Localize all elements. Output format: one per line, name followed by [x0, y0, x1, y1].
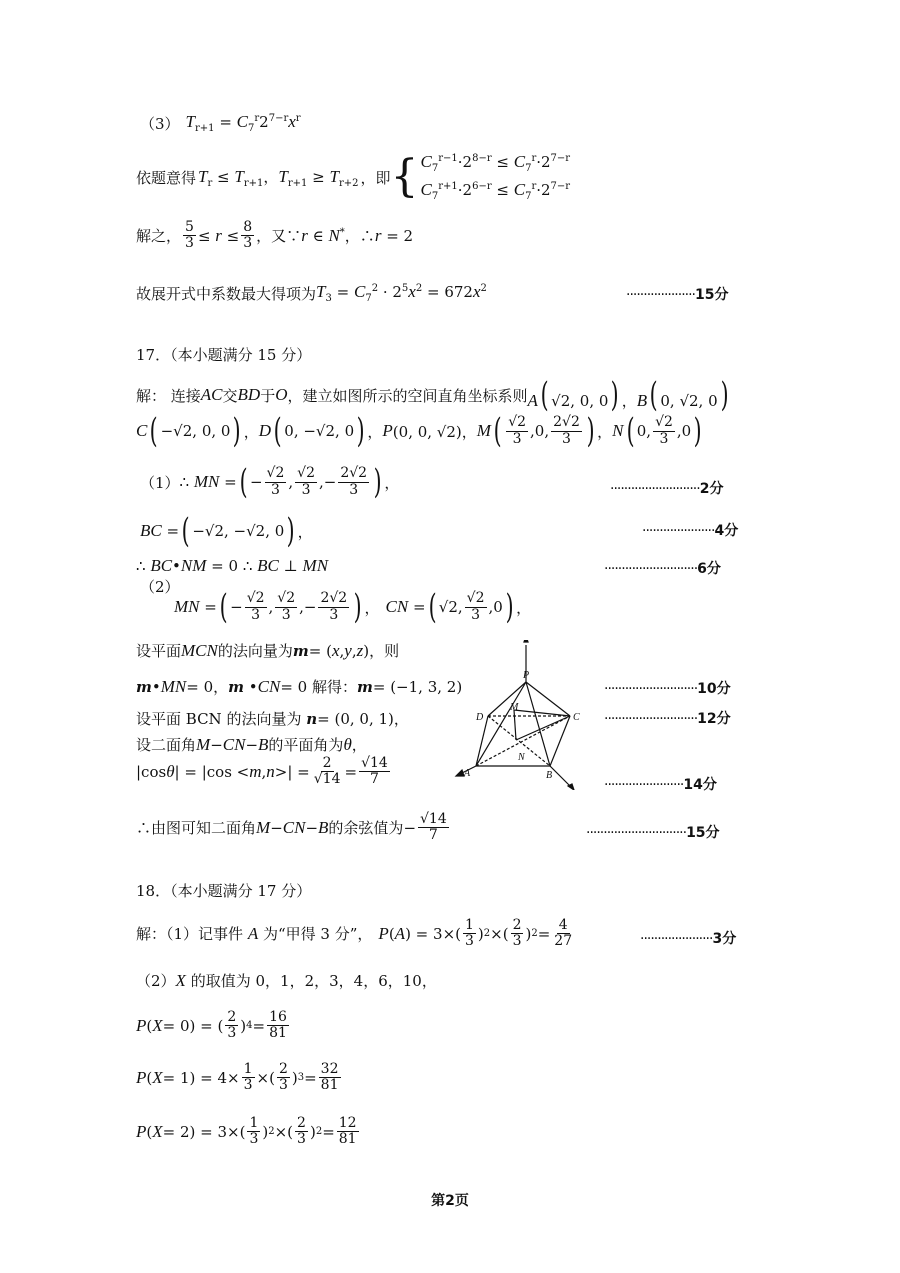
q17-intro-line: 解： 连接 AC 交 BD 于 O ，建立如图所示的空间直角坐标系则 A( √2, 0, 0) ，B( 0, √2, 0) — [136, 375, 729, 415]
score-6: ···························6分 — [604, 561, 721, 577]
part3-label: （3） — [140, 114, 180, 133]
q18-p1-line: 解：（1）记事件 A 为“甲得 3 分”， P(A) = 3×( $\frac{1}{3}$ ) 2 ×( $\frac{2}{3}$ ) 2 = $\frac{4}{27}$ — [136, 917, 573, 950]
score-4: ·····················4分 — [642, 523, 739, 539]
q17-p2-vectors: MN = ( − $\frac{√2}{3}$ , $\frac{√2}{3}$ ,− $\frac{2√2}{3}$ ) ， CN = ( √2, $\frac{√2}{3}$ ,0 ) ， — [174, 587, 532, 627]
part3-formula-line — [140, 112, 301, 134]
q17-heading: 17．（本小题满分 15 分） — [136, 346, 312, 364]
score-2: ··························2分 — [610, 481, 724, 497]
q18-px2: P ( X = 2) = 3×( $\frac{1}{3}$ ) 2 ×( $\frac{2}{3}$ ) 2 = $\frac{12}{81}$ — [136, 1115, 357, 1148]
q17-p1-line: （1） ∴ MN = ( − $\frac{√2}{3}$ , $\frac{√2}{3}$ ,− $\frac{2√2}{3}$ ) ， — [140, 462, 400, 502]
q17-solve-line: m • MN = 0， m • CN = 0 解得： m = (−1, 3, 2) — [136, 676, 463, 696]
score-12: ···························12分 — [604, 711, 731, 727]
q18-p2-line: （2） X 的取值为 0，1，2，3，4，6，10， — [136, 970, 437, 990]
part3-cond-then: ，即 — [360, 168, 391, 187]
label-c: C — [573, 712, 580, 723]
part3-condition-line: 依题意得 $T_r \le T_{r+1}$，$T_{r+1} \ge T_{r+2}$ ，即 { $C_7^{r-1}\cdot 2^{8-r} \le C_7^r\cdot 2^{7-r}$ $C_7^{r+1}\cdot 2^{6-r} \le C_7^r\cdot 2^{7-r}$ — [136, 151, 571, 202]
part3-case-system: { $C_7^{r-1}\cdot 2^{8-r} \le C_7^r\cdot 2^{7-r}$ $C_7^{r+1}\cdot 2^{6-r} \le C_7^r\cdot 2^{7-r}$ — [390, 151, 571, 202]
page-number: 第2页 — [431, 1193, 469, 1209]
score-10: ···························10分 — [604, 681, 731, 697]
q18-px0: P ( X = 0) = ( $\frac{2}{3}$ ) 4 = $\frac{16}{81}$ — [136, 1009, 287, 1042]
label-m: M — [510, 702, 519, 713]
part3-solve-prefix: 解之， — [136, 227, 182, 246]
part3-solve-result: ，∴ — [344, 227, 375, 246]
label-n: N — [518, 752, 525, 763]
part3-solve-mid: ，又∵ — [256, 227, 302, 246]
part3-formula: $T_{r+1} = C_7^r2^{7-r}x^r$ — [185, 112, 301, 134]
label-a: A — [464, 768, 471, 779]
pyramid-figure — [440, 640, 590, 790]
label-b: B — [546, 770, 553, 781]
q18-heading: 18．（本小题满分 17 分） — [136, 882, 312, 900]
q17-conclusion-line: ∴由图可知二面角 M − CN − B 的余弦值为 − $\frac{√14}{7}$ — [136, 811, 447, 844]
q17-bc-line: BC = ( −√2, −√2, 0 ) ， — [140, 511, 313, 551]
q18-px1: P ( X = 1) = 4× $\frac{1}{3}$ ×( $\frac{2}{3}$ ) 3 = $\frac{32}{81}$ — [136, 1061, 339, 1094]
q17-angle-line: 设二面角 M − CN − B 的平面角为 θ ， — [136, 734, 367, 754]
q17-normal2-line: 设平面 BCN 的法向量为 n = (0, 0, 1)， — [136, 709, 409, 728]
score-14: ·······················14分 — [604, 777, 717, 793]
q17-p2-label: （2） — [140, 578, 180, 596]
score-15-part3: ····················15分 — [626, 287, 729, 303]
part3-cond-prefix: 依题意得 — [136, 168, 197, 187]
label-d: D — [476, 712, 484, 723]
label-p: P — [523, 670, 530, 681]
q17-perp-line: ∴ BC•NM = 0 ∴ BC ⊥ MN — [136, 556, 329, 575]
score-15-q17: ·····························15分 — [586, 825, 720, 841]
part3-conclusion-line: 故展开式中系数最大得项为 $T_3 = C_7^2 \cdot 2^5x^2 = 672x^2$ — [136, 282, 487, 304]
part3-solve-line: 解之， $\frac{5}{3}$ ≤ r ≤ $\frac{8}{3}$ ，又∵ r ∈ N* ，∴ r = 2 — [136, 219, 414, 252]
q17-cos-line: |cos θ | = |cos < m , n >| = $\frac{2}{√14}$ = $\frac{√14}{7}$ — [136, 755, 388, 788]
score-3: ·····················3分 — [640, 931, 737, 947]
q17-points-line: C ( −√2, 0, 0 ) ， D ( 0, −√2, 0 ) ， P (0, 0, √2)， M ( $\frac{√2}{3}$ ,0, $\frac{2√2}{3}$ ) ， N ( 0, $\frac{√2}{3}$ ,0 ) — [136, 411, 702, 451]
part3-conclusion-prefix: 故展开式中系数最大得项为 — [136, 284, 317, 303]
q17-normal1-line: 设平面 MCN 的法向量为 m = ( x , y , z ) ，则 — [136, 640, 400, 660]
